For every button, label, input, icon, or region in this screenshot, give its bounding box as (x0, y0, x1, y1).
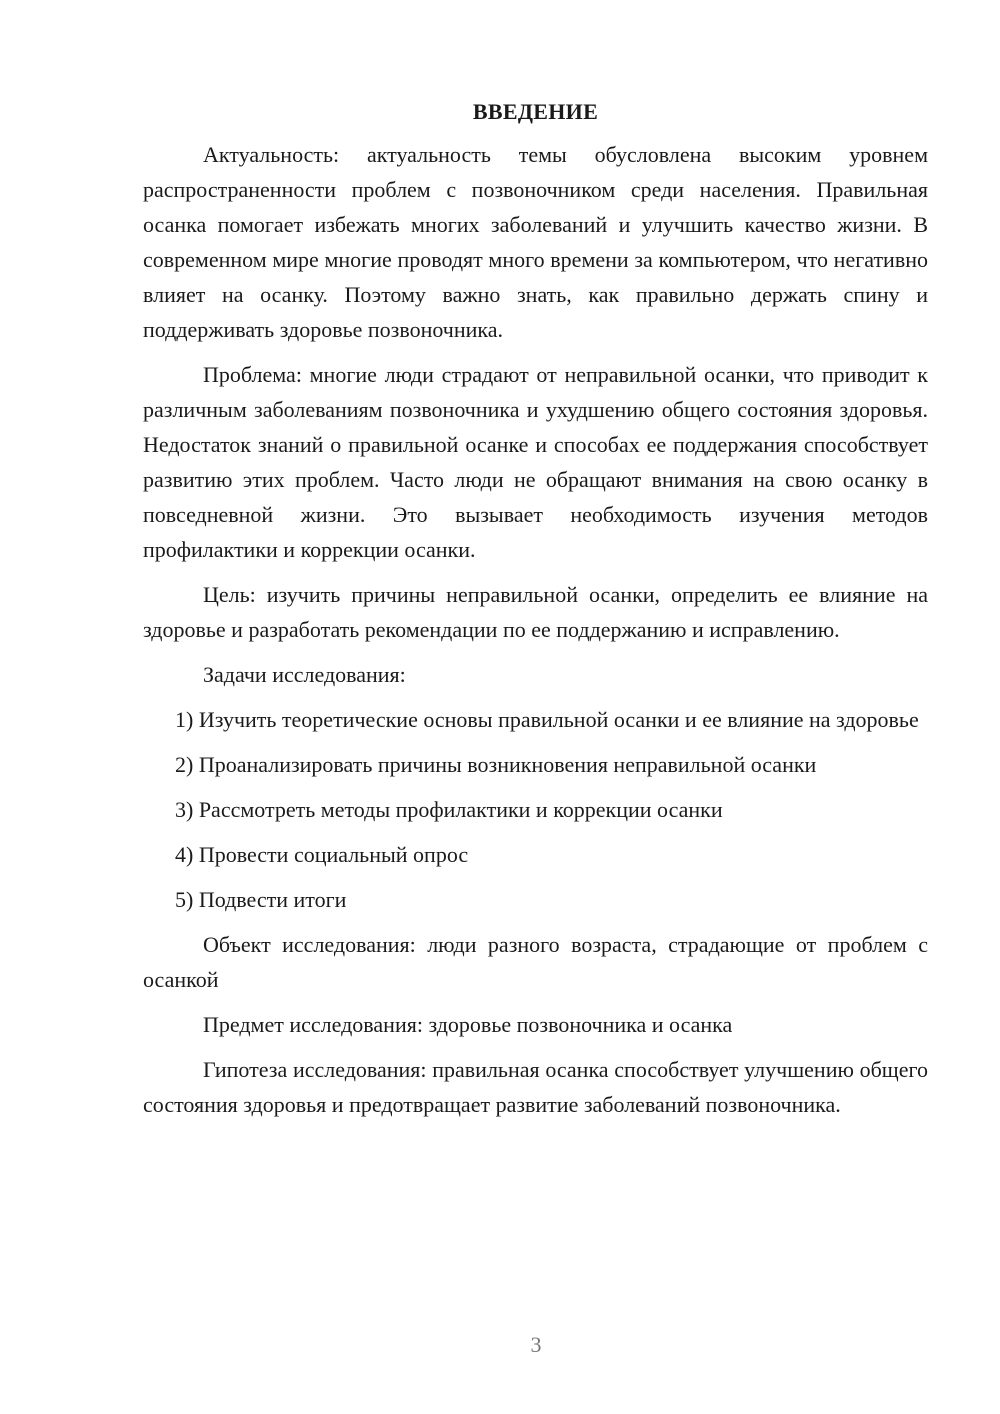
list-item: 5) Подвести итоги (175, 887, 347, 912)
page-content (143, 94, 928, 1132)
page-number: 3 (530, 1332, 542, 1357)
list-item: 1) Изучить теоретические основы правильной осанки и ее влияние на здоровье (175, 707, 919, 732)
tasks-list (143, 702, 928, 917)
problem-paragraph: Проблема: многие люди страдают от неправильной осанки, что приводит к различным заболеваниям позвоночника и ухудшению общего состояния здоровья. Недостаток знаний о правильной осанке и способах ее поддержания способствует развитию этих проблем. Часто люди не обращают внимания на свою осанку в повседневной жизни. Это вызывает необходимость изучения методов профилактики и коррекции осанки. (143, 362, 928, 562)
tasks-heading: Задачи исследования: (203, 662, 406, 687)
hypothesis-paragraph: Гипотеза исследования: правильная осанка способствует улучшению общего состояния здоровья и предотвращает развитие заболеваний позвоночника. (143, 1057, 928, 1117)
relevance-paragraph: Актуальность: актуальность темы обусловлена высоким уровнем распространенности проблем с позвоночником среди населения. Правильная осанка помогает избежать многих заболеваний и улучшить качество жизни. В современном мире многие проводят много времени за компьютером, что негативно влияет на осанку. Поэтому важно знать, как правильно держать спину и поддерживать здоровье позвоночника. (143, 142, 928, 342)
object-paragraph: Объект исследования: люди разного возраста, страдающие от проблем с осанкой (143, 932, 928, 992)
page-title: ВВЕДЕНИЕ (472, 99, 599, 124)
list-item: 3) Рассмотреть методы профилактики и коррекции осанки (175, 797, 723, 822)
list-item: 2) Проанализировать причины возникновения неправильной осанки (175, 752, 817, 777)
goal-paragraph: Цель: изучить причины неправильной осанки, определить ее влияние на здоровье и разработать рекомендации по ее поддержанию и исправлению. (143, 582, 928, 642)
list-item: 4) Провести социальный опрос (175, 842, 469, 867)
subject-paragraph: Предмет исследования: здоровье позвоночника и осанка (203, 1012, 733, 1037)
